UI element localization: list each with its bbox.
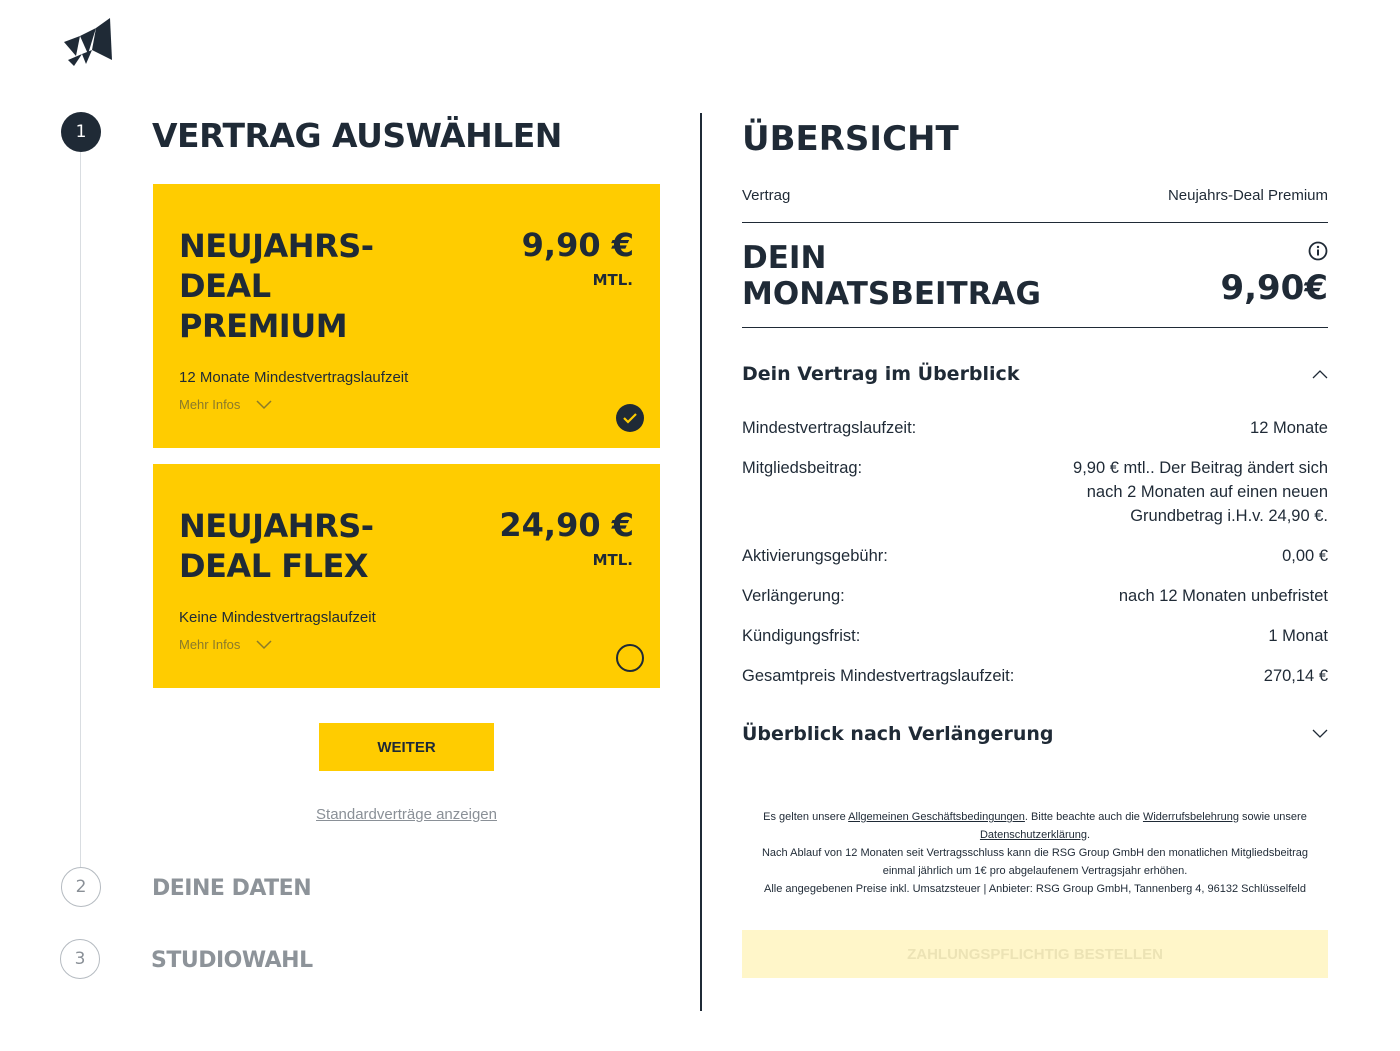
divider (742, 327, 1328, 328)
contract-radio-selected[interactable] (616, 404, 644, 432)
accordion-title: Dein Vertrag im Überblick (742, 363, 1020, 385)
renewal-overview-accordion[interactable] (742, 723, 1328, 745)
datenschutz-link[interactable]: Datenschutzerklärung (979, 829, 1087, 841)
contract-card-flex[interactable] (153, 464, 660, 688)
contract-name: NEUJAHRS- DEAL FLEX (179, 507, 374, 585)
more-info-toggle[interactable] (179, 397, 272, 412)
chevron-down-icon (1312, 729, 1328, 739)
more-info-label: Mehr Infos (179, 637, 241, 652)
more-info-label: Mehr Infos (179, 397, 241, 412)
order-button[interactable]: ZAHLUNGSPFLICHTIG BESTELLEN (742, 930, 1328, 978)
step-1-title: VERTRAG AUSWÄHLEN (152, 116, 562, 155)
chevron-down-icon (256, 400, 272, 410)
step-2-circle[interactable]: 2 (61, 867, 101, 907)
contract-price-unit: MTL. (592, 551, 633, 569)
detail-row: Gesamtpreis Mindestvertragslaufzeit: 270,14 € (742, 667, 1328, 685)
chevron-down-icon (256, 640, 272, 650)
contract-price-unit: MTL. (592, 271, 633, 289)
contract-summary-row (742, 184, 1328, 208)
detail-row: Kündigungsfrist: 1 Monat (742, 627, 1328, 645)
detail-row: Mitgliedsbeitrag: 9,90 € mtl.. Der Beitrag ändert sich nach 2 Monaten auf einen neuen Grundbetrag i.H.v. 24,90 €. (742, 459, 1328, 525)
widerruf-link[interactable]: Widerrufsbelehrung (1142, 811, 1239, 823)
checkmark-icon (622, 412, 638, 424)
column-divider (700, 113, 702, 1011)
accordion-title: Überblick nach Verlängerung (742, 723, 1054, 745)
contract-term: 12 Monate Mindestvertragslaufzeit (179, 369, 409, 386)
contract-price: 24,90 € (499, 506, 634, 544)
detail-row: Mindestvertragslaufzeit: 12 Monate (742, 419, 1328, 437)
monthly-fee-price: 9,90€ (1220, 268, 1328, 308)
contract-card-premium[interactable] (153, 184, 660, 448)
standard-contracts-link[interactable]: Standardverträge anzeigen (316, 806, 497, 823)
step-3-title[interactable]: STUDIOWAHL (151, 948, 313, 973)
detail-row: Verlängerung: nach 12 Monaten unbefristet (742, 587, 1328, 605)
overview-title: ÜBERSICHT (742, 119, 959, 159)
agb-link[interactable]: Allgemeinen Geschäftsbedingungen (848, 811, 1025, 823)
more-info-toggle[interactable] (179, 637, 272, 652)
weiter-button[interactable]: WEITER (319, 723, 494, 771)
monthly-fee-title: DEIN MONATSBEITRAG (742, 240, 1041, 312)
detail-row: Aktivierungsgebühr: 0,00 € (742, 547, 1328, 565)
step-2-title[interactable]: DEINE DATEN (152, 876, 312, 901)
info-icon[interactable] (1308, 241, 1328, 261)
contract-radio-unselected[interactable] (616, 644, 644, 672)
stepper-line (80, 152, 81, 872)
legal-notice: Es gelten unsere Allgemeinen Geschäftsbedingungen. Bitte beachte auch die Widerrufsbelehrung sowie unsere Datenschutzerklärung. Nach Ablauf von 12 Monaten seit Vertragsschluss kann die RSG Group GmbH den monatlichen Mitgliedsbeitrag einmal jährlich um 1€ pro abgelaufenem Vertragsjahr erhöhen. Alle angegebenen Preise inkl. Umsatzsteuer | Anbieter: RSG Group GmbH, Tannenberg 4, 96132 Schlüsselfeld (761, 811, 1308, 895)
contract-name: NEUJAHRS- DEAL PREMIUM (179, 227, 374, 345)
step-3-circle[interactable]: 3 (60, 939, 100, 979)
contract-overview-accordion[interactable] (742, 363, 1328, 385)
brand-logo-icon (62, 16, 114, 66)
contract-term: Keine Mindestvertragslaufzeit (179, 609, 376, 626)
divider (742, 222, 1328, 223)
contract-price: 9,90 € (521, 226, 634, 264)
chevron-up-icon (1312, 369, 1328, 379)
step-1-circle: 1 (61, 112, 101, 152)
contract-summary-label: Vertrag (742, 187, 791, 204)
contract-summary-value: Neujahrs-Deal Premium (1167, 187, 1328, 204)
